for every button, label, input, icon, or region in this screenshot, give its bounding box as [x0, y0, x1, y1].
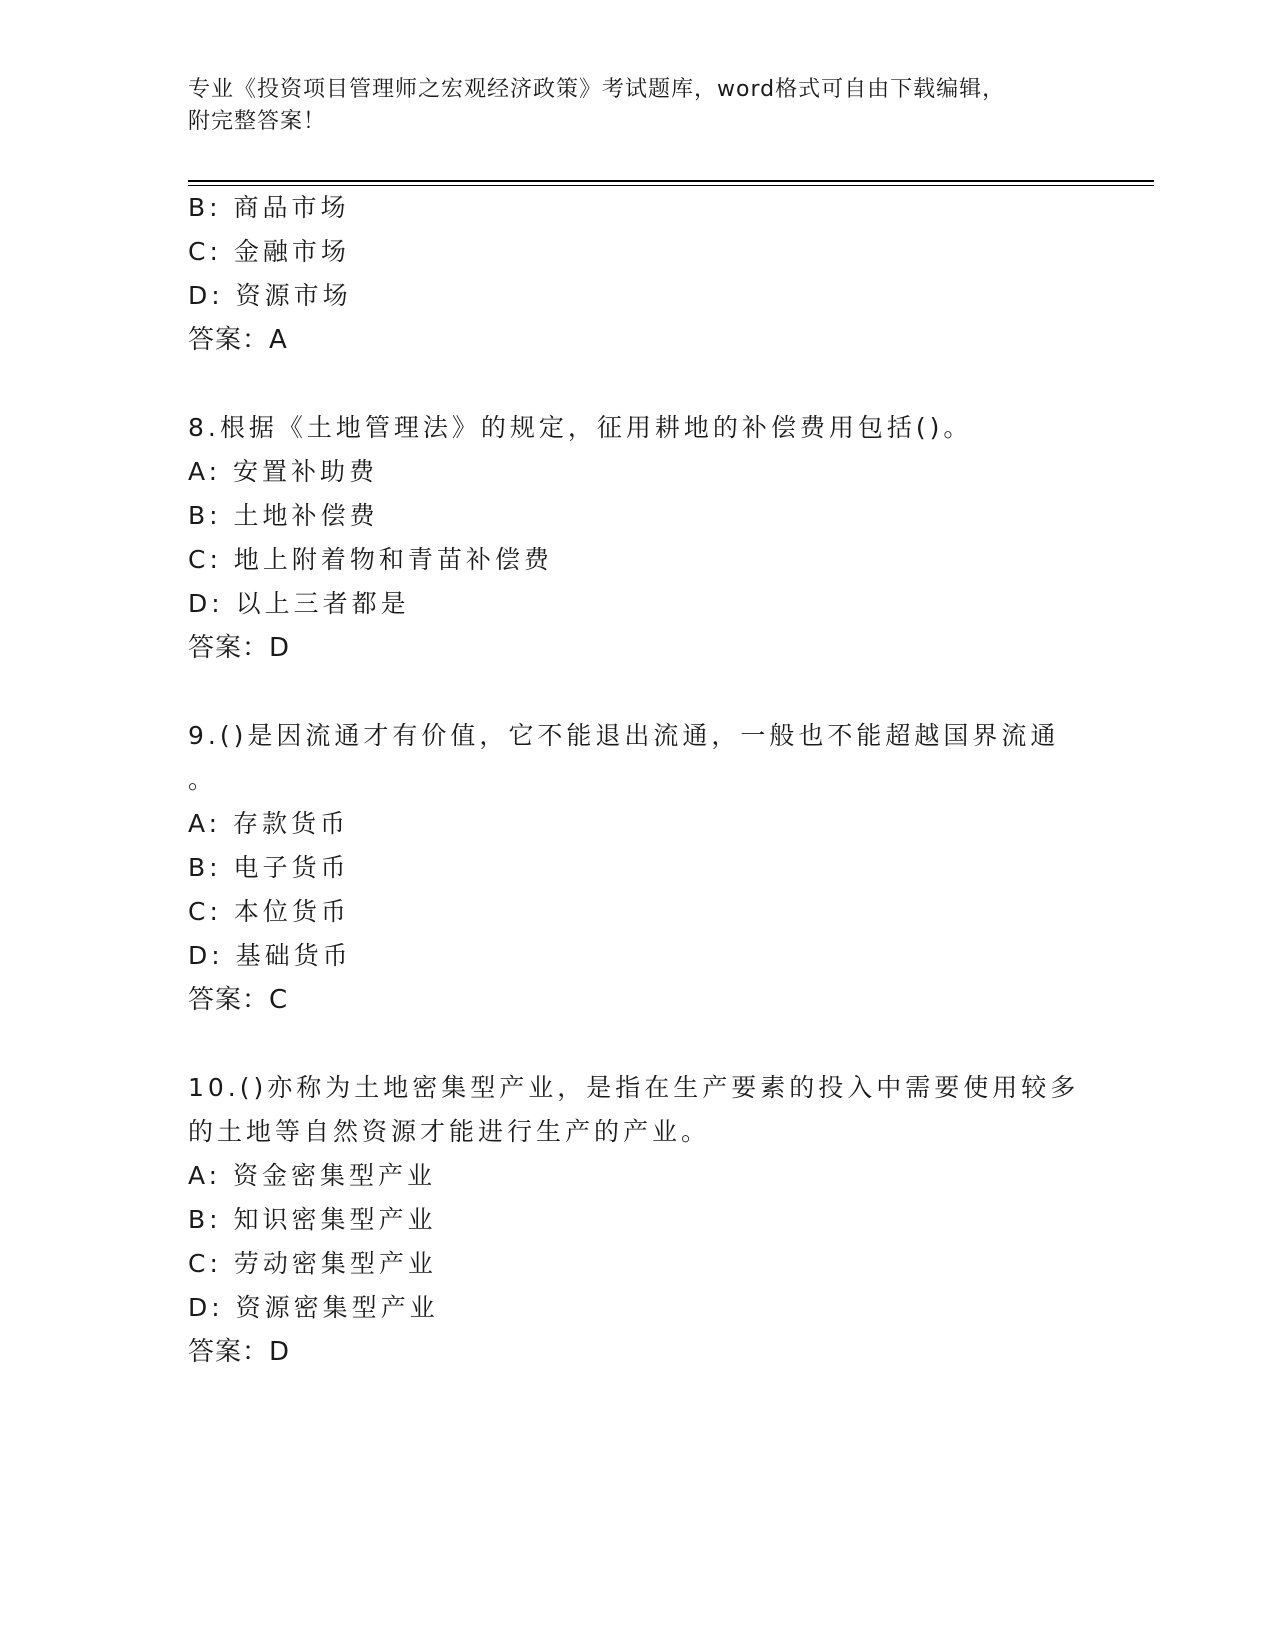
- q10-question-line-1: 10.()亦称为土地密集型产业，是指在生产要素的投入中需要使用较多: [188, 1073, 1080, 1102]
- header-line-1: 专业《投资项目管理师之宏观经济政策》考试题库，word格式可自由下载编辑，: [188, 77, 1006, 102]
- q9-option-c: C: 本位货币: [188, 897, 350, 926]
- q8-option-c: C: 地上附着物和青苗补偿费: [188, 545, 553, 574]
- q7-option-c: C: 金融市场: [188, 237, 350, 266]
- q10-answer: 答案：D: [188, 1337, 291, 1367]
- q10-option-a: A: 资金密集型产业: [188, 1161, 437, 1190]
- q8-option-b: B: 土地补偿费: [188, 501, 379, 530]
- q9-option-a: A: 存款货币: [188, 809, 350, 838]
- q10-option-d: D: 资源密集型产业: [188, 1293, 439, 1322]
- q9-option-b: B: 电子货币: [188, 853, 350, 882]
- q7-answer: 答案：A: [188, 325, 288, 355]
- q8-option-d: D: 以上三者都是: [188, 589, 410, 618]
- q9-answer: 答案：C: [188, 985, 289, 1015]
- q9-question-line-2: 。: [188, 765, 218, 794]
- q10-option-c: C: 劳动密集型产业: [188, 1249, 437, 1278]
- header-divider-thick: [188, 180, 1154, 182]
- header-line-2: 附完整答案！: [188, 109, 327, 134]
- header-divider-thin: [188, 185, 1154, 186]
- q8-option-a: A: 安置补助费: [188, 457, 379, 486]
- q10-option-b: B: 知识密集型产业: [188, 1205, 437, 1234]
- q9-question-line-1: 9.()是因流通才有价值，它不能退出流通，一般也不能超越国界流通: [188, 721, 1060, 750]
- q9-option-d: D: 基础货币: [188, 941, 352, 970]
- q7-option-d: D: 资源市场: [188, 281, 352, 310]
- q10-question-line-2: 的土地等自然资源才能进行生产的产业。: [188, 1117, 711, 1146]
- q8-question: 8.根据《土地管理法》的规定，征用耕地的补偿费用包括()。: [188, 413, 973, 442]
- q7-option-b: B: 商品市场: [188, 193, 350, 222]
- document-header: [188, 74, 1088, 138]
- q8-answer: 答案：D: [188, 633, 291, 663]
